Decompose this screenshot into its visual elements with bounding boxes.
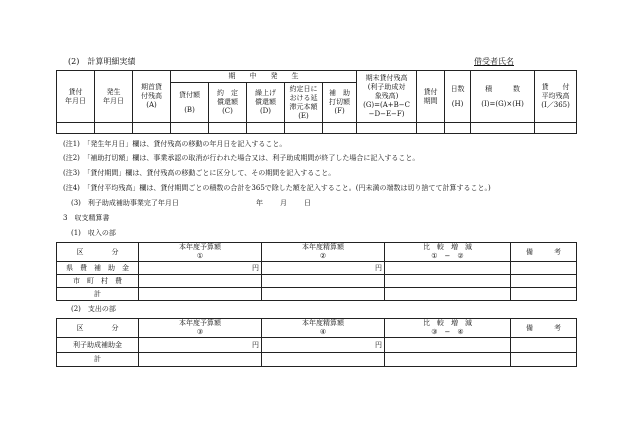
header-kimatsu-zandaka: 期末貸付残高 (利子助成対 象残高) (G)=(A+B−C −D−E−F) (357, 71, 417, 123)
income-heading: (1) 収入の部 (71, 229, 116, 237)
heikin-formula: (I／365) (541, 101, 570, 109)
yen-unit: 円 (139, 338, 262, 353)
header-kishu-zandaka: 期首貸 付残高 (A) (133, 71, 171, 123)
kashitsuke-letter: (B) (184, 105, 195, 114)
note-1: (注1) 「発生年月日」欄は、貸付残高の移動の年月日を記入すること。 (63, 140, 287, 148)
income-table (56, 242, 577, 301)
header-hassei-date: 発生 年月日 (95, 71, 133, 123)
kishu-letter: (A) (146, 101, 157, 109)
header-nissu: 日数 (H) (445, 71, 471, 123)
income-row-shichoson: 市 町 村 費 (57, 275, 577, 288)
header-heikin-zandaka: 貸 付 平均残高 (I／365) (535, 71, 577, 123)
expense-col-actual: 本年度精算額 ④ (262, 319, 385, 338)
expense-col-diff: 比 較 増 減 ③ − ④ (385, 319, 511, 338)
expense-col-remarks: 備 考 (511, 319, 577, 338)
expense-table (56, 318, 577, 367)
header-yakutei-entai: 約定日に おける延 滞元本額 (E) (285, 83, 323, 123)
income-col-diff: 比 較 増 減 ① − ② (385, 243, 511, 262)
kuriage-letter: (D) (259, 107, 272, 115)
header-kashitsuke-gaku: 貸付額 (B) (171, 83, 209, 123)
income-row-kenhi: 県 費 補 助 金 円 円 (57, 262, 577, 275)
nissu-letter: (H) (451, 99, 464, 108)
kimatsu-formula: (G)=(A+B−C −D−E−F) (363, 101, 411, 118)
income-col-budget: 本年度予算額 ① (139, 243, 262, 262)
header-yakutei-hensai: 約 定 償還額 (C) (209, 83, 247, 123)
header-kashitsuke-kikan: 貸付 期間 (417, 71, 445, 123)
income-col-remarks: 備 考 (511, 243, 577, 262)
yen-unit: 円 (262, 262, 385, 275)
completion-label: (3) 利子助成補助事業完了年月日 (71, 199, 179, 207)
completion-month: 月 (280, 199, 287, 207)
entai-letter: (E) (298, 111, 309, 120)
settlement-heading: 3 収支精算書 (63, 214, 110, 222)
yen-unit: 円 (139, 262, 262, 275)
income-col-kubun: 区 分 (57, 243, 139, 262)
calc-data-row (57, 123, 577, 134)
income-row-total: 計 (57, 288, 577, 301)
sekisu-formula: (I)=(G)×(H) (481, 99, 524, 108)
header-kichu-hassei: 期 中 発 生 (171, 71, 357, 83)
note-2: (注2) 「補助打切額」欄は、事業承認の取消が行われた場合又は、利子助成期間が終了した場合に記入すること。 (63, 154, 420, 162)
income-col-actual: 本年度精算額 ② (262, 243, 385, 262)
header-kuriage-hensai: 繰上げ 償還額 (D) (247, 83, 285, 123)
hojo-letter: (F) (334, 107, 345, 115)
calc-heading: (2) 計算明細実績 (68, 57, 136, 66)
note-3: (注3) 「貸付期間」欄は、貸付残高の移動ごとに区分して、その期間を記入すること。 (63, 169, 336, 177)
header-kashitsuke-date: 貸付 年月日 (57, 71, 95, 123)
yakutei-letter: (C) (222, 107, 233, 115)
completion-day: 日 (304, 199, 311, 207)
header-sekisu: 積 数 (I)=(G)×(H) (471, 71, 535, 123)
borrower-name-label: 借受者氏名 (474, 57, 514, 66)
header-hojo-uchikiri: 補 助 打切額 (F) (323, 83, 357, 123)
expense-row-total: 計 (57, 353, 577, 367)
note-4: (注4) 「貸付平均残高」欄は、貸付期間ごとの積数の合計を365で除した額を記入すること。(円未満の端数は切り捨てて計算すること。) (63, 184, 491, 192)
expense-col-kubun: 区 分 (57, 319, 139, 338)
calc-table (56, 70, 577, 134)
expense-heading: (2) 支出の部 (71, 305, 116, 313)
yen-unit: 円 (262, 338, 385, 353)
completion-year: 年 (256, 199, 263, 207)
expense-col-budget: 本年度予算額 ③ (139, 319, 262, 338)
expense-row-rishi: 利子助成補助金 円 円 (57, 338, 577, 353)
